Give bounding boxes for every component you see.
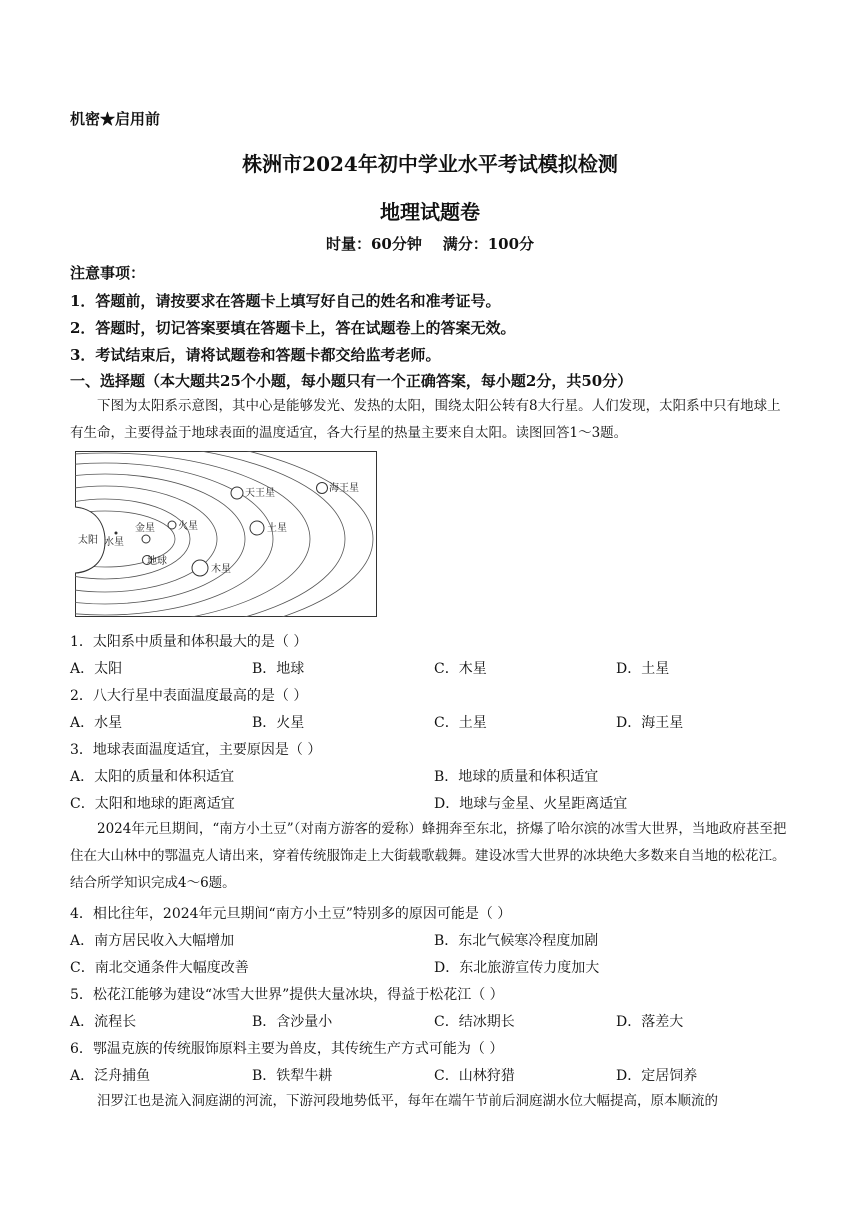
uranus-label: 天王星 <box>245 488 275 499</box>
q6-option-b[interactable]: B．铁犁牛耕 <box>252 1068 333 1084</box>
mercury-dot <box>115 532 118 535</box>
question-3: 3．地球表面温度适宜，主要原因是（ ） <box>70 742 322 758</box>
question-5: 5．松花江能够为建设“冰雪大世界”提供大量冰块，得益于松花江（ ） <box>70 987 504 1003</box>
question-4: 4．相比往年，2024年元旦期间“南方小土豆”特别多的原因可能是（ ） <box>70 906 512 922</box>
jupiter-label: 木星 <box>211 564 231 575</box>
q3-option-b[interactable]: B．地球的质量和体积适宜 <box>434 769 599 785</box>
q5-option-d[interactable]: D．落差大 <box>616 1014 684 1030</box>
mars-label: 火星 <box>178 521 198 532</box>
q5-option-a[interactable]: A．流程长 <box>70 1014 137 1030</box>
neptune-label: 海王星 <box>329 483 359 494</box>
q6-option-c[interactable]: C．山林狩猎 <box>434 1068 515 1084</box>
q5-option-b[interactable]: B．含沙量小 <box>252 1014 333 1030</box>
neptune-dot <box>317 483 328 494</box>
q2-option-a[interactable]: A．水星 <box>70 715 123 731</box>
q3-option-c[interactable]: C．太阳和地球的距离适宜 <box>70 796 235 812</box>
notes-heading: 注意事项： <box>70 264 146 282</box>
q1-option-c[interactable]: C．木星 <box>434 661 487 677</box>
q4-option-a[interactable]: A．南方居民收入大幅增加 <box>70 933 235 949</box>
saturn-label: 土星 <box>267 523 287 534</box>
question-2: 2．八大行星中表面温度最高的是（ ） <box>70 688 308 704</box>
confidential-mark: 机密★启用前 <box>70 110 161 128</box>
q4-option-b[interactable]: B．东北气候寒冷程度加剧 <box>434 933 599 949</box>
q1-option-d[interactable]: D．土星 <box>616 661 670 677</box>
intro-paragraph-2: 2024年元旦期间，“南方小土豆”（对南方游客的爱称）蜂拥奔至东北，挤爆了哈尔滨的冰雪大世界，当地政府甚至把住在大山林中的鄂温克人请出来，穿着传统服饰走上大街载歌载舞。建设冰雪大世界的冰块绝大多数来自当地的松花江。结合所学知识完成4～6题。 <box>70 821 787 891</box>
exam-subtitle: 地理试题卷 <box>380 200 480 224</box>
earth-label: 地球 <box>147 556 167 567</box>
jupiter-dot <box>192 560 208 576</box>
note-item: 2．答题时，切记答案要填在答题卡上，答在试题卷上的答案无效。 <box>70 319 516 337</box>
venus-label: 金星 <box>135 523 155 534</box>
section-heading: 一、选择题（本大题共25个小题，每小题只有一个正确答案，每小题2分，共50分） <box>70 372 633 390</box>
q3-option-a[interactable]: A．太阳的质量和体积适宜 <box>70 769 235 785</box>
q3-option-d[interactable]: D．地球与金星、火星距离适宜 <box>434 796 628 812</box>
q5-option-c[interactable]: C．结冰期长 <box>434 1014 515 1030</box>
solar-system-svg <box>75 451 377 617</box>
q2-option-d[interactable]: D．海王星 <box>616 715 684 731</box>
mercury-label: 水星 <box>104 537 124 548</box>
q2-option-c[interactable]: C．土星 <box>434 715 487 731</box>
saturn-dot <box>250 521 264 535</box>
solar-system-diagram <box>75 451 377 617</box>
q1-option-b[interactable]: B．地球 <box>252 661 305 677</box>
uranus-dot <box>231 487 243 499</box>
intro-paragraph-1: 下图为太阳系示意图，其中心是能够发光、发热的太阳，围绕太阳公转有8大行星。人们发现，太阳系中只有地球上有生命，主要得益于地球表面的温度适宜，各大行星的热量主要来自太阳。读图回答1～3题。 <box>70 398 781 441</box>
q2-option-b[interactable]: B．火星 <box>252 715 305 731</box>
exam-title: 株洲市2024年初中学业水平考试模拟检测 <box>242 152 618 176</box>
q4-option-d[interactable]: D．东北旅游宣传力度加大 <box>434 960 600 976</box>
question-6: 6．鄂温克族的传统服饰原料主要为兽皮，其传统生产方式可能为（ ） <box>70 1041 504 1057</box>
note-item: 1．答题前，请按要求在答题卡上填写好自己的姓名和准考证号。 <box>70 292 501 310</box>
q4-option-c[interactable]: C．南北交通条件大幅度改善 <box>70 960 249 976</box>
mars-dot <box>168 521 176 529</box>
question-1: 1．太阳系中质量和体积最大的是（ ） <box>70 634 308 650</box>
time-score-line: 时量：60分钟 满分：100分 <box>325 235 535 253</box>
note-item: 3．考试结束后，请将试题卷和答题卡都交给监考老师。 <box>70 346 441 364</box>
q1-option-a[interactable]: A．太阳 <box>70 661 123 677</box>
q6-option-a[interactable]: A．泛舟捕鱼 <box>70 1068 151 1084</box>
q6-option-d[interactable]: D．定居饲养 <box>616 1068 698 1084</box>
venus-dot <box>142 535 150 543</box>
intro-paragraph-3: 汨罗江也是流入洞庭湖的河流，下游河段地势低平，每年在端午节前后洞庭湖水位大幅提高，原本顺流的 <box>97 1093 718 1109</box>
sun-label: 太阳 <box>78 535 98 546</box>
